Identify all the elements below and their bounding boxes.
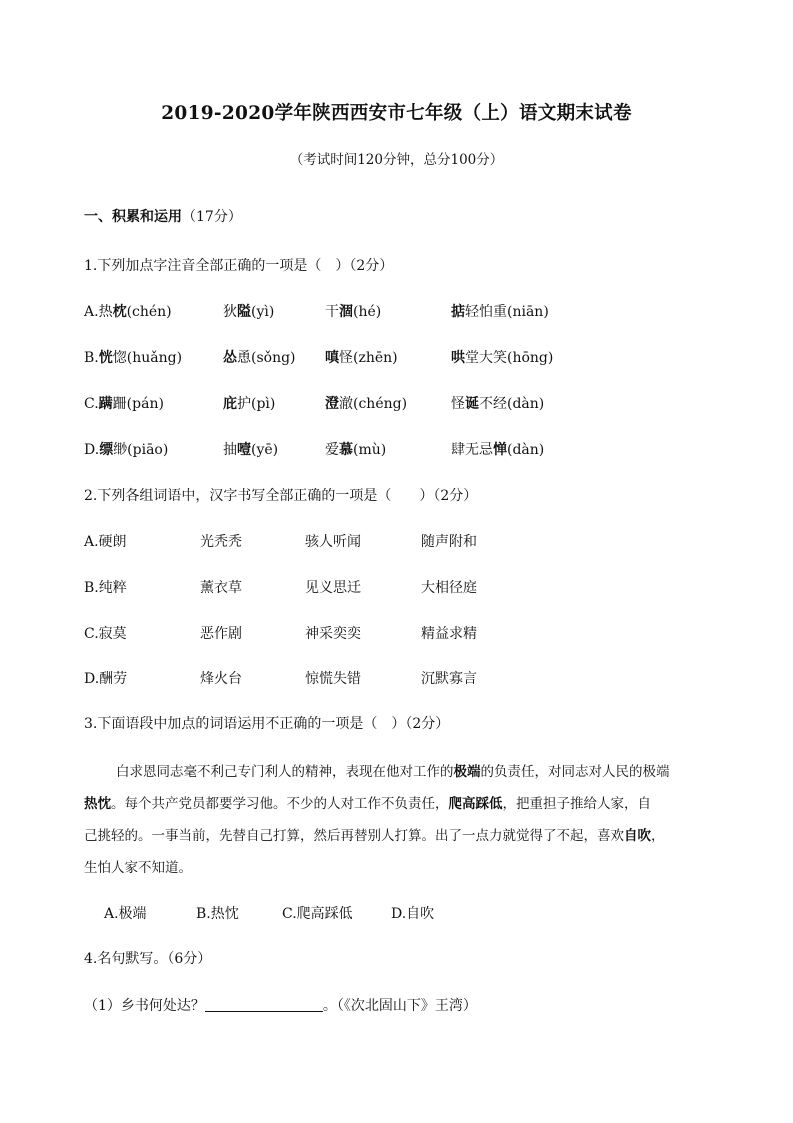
option-word <box>223 393 275 413</box>
word-text: 爱 <box>325 442 339 458</box>
dotted-char: 澄 <box>325 396 339 412</box>
dotted-char: 庇 <box>223 396 237 412</box>
dotted-phrase: 自吹 <box>624 828 651 844</box>
option-word <box>223 347 296 367</box>
option-word <box>84 393 164 413</box>
option-word: 惊慌失错 <box>305 671 361 687</box>
option-word <box>325 347 398 367</box>
option-label: A.硬朗 <box>84 534 127 550</box>
pinyin: 不经(dàn) <box>479 396 545 412</box>
item-1-source: 。（《次北固山下》王湾） <box>322 998 477 1014</box>
option-word <box>325 301 381 321</box>
dotted-char: 蹒 <box>98 396 113 412</box>
word-text: 怪 <box>451 396 465 412</box>
pinyin: 护(pì) <box>237 396 276 412</box>
pinyin: (chén) <box>126 304 172 320</box>
option-word: 神采奕奕 <box>305 626 361 642</box>
option-word: 恶作剧 <box>200 626 242 642</box>
option-word <box>325 393 407 413</box>
pinyin: 缈(piāo) <box>113 442 169 458</box>
pinyin: 惚(huǎng) <box>112 350 183 366</box>
option-label: B.纯粹 <box>84 580 127 596</box>
answer-option: D.自吹 <box>391 906 435 922</box>
dotted-phrase: 热忱 <box>84 796 111 812</box>
option-word <box>451 347 553 367</box>
dotted-char: 隘 <box>237 304 251 320</box>
dotted-char: 怂 <box>223 350 237 366</box>
passage-text: 。每个共产党员都要学习他。不少的人对工作不负责任， <box>111 796 449 812</box>
passage-line <box>84 856 192 876</box>
passage-line <box>116 760 670 780</box>
option-word: 精益求精 <box>421 626 477 642</box>
option-letter: A. <box>84 304 99 320</box>
dotted-char: 嗔 <box>325 350 339 366</box>
question-2-stem: 2.下列各组词语中，汉字书写全部正确的一项是（ ）（2分） <box>84 488 478 504</box>
word-text: 肆无忌 <box>451 442 493 458</box>
option-letter: C. <box>84 396 99 412</box>
option-word <box>84 439 168 459</box>
passage-line <box>84 824 665 844</box>
pinyin: 恿(sǒng) <box>237 350 296 366</box>
pinyin: (yì) <box>251 304 275 320</box>
dotted-phrase: 爬高踩低 <box>448 796 503 812</box>
passage-line <box>84 792 651 812</box>
question-4-item-1 <box>84 995 477 1015</box>
dotted-char: 涸 <box>339 304 353 320</box>
option-word: 随声附和 <box>421 534 477 550</box>
word-text: 抽 <box>223 442 237 458</box>
answer-option: A.极端 <box>104 906 147 922</box>
passage-text: ，把重担子推给人家，自 <box>502 796 651 812</box>
option-word: 沉默寡言 <box>421 671 477 687</box>
option-word: 烽火台 <box>200 671 242 687</box>
section-points: （17分） <box>182 209 242 225</box>
question-3-stem: 3.下面语段中加点的词语运用不正确的一项是（ ）（2分） <box>84 716 450 732</box>
dotted-char: 缥 <box>99 442 114 458</box>
dotted-phrase: 极端 <box>453 764 481 780</box>
option-label: C.寂莫 <box>84 626 127 642</box>
answer-blank[interactable] <box>205 997 323 1012</box>
option-letter: B. <box>84 350 99 366</box>
pinyin: 怪(zhēn) <box>339 350 398 366</box>
option-word: 见义思迁 <box>305 580 361 596</box>
question-1-stem: 1.下列加点字注音全部正确的一项是（ ）（2分） <box>84 258 394 274</box>
option-word: 骇人听闻 <box>305 534 361 550</box>
option-word <box>325 439 386 459</box>
section-title: 一、积累和运用 <box>84 209 182 225</box>
pinyin: (yē) <box>251 442 279 458</box>
option-word: 薰衣草 <box>200 580 242 596</box>
passage-text: 白求恩同志毫不利己专门利人的精神，表现在他对工作的 <box>116 764 454 780</box>
option-letter: D. <box>84 442 100 458</box>
dotted-char: 哄 <box>451 350 465 366</box>
option-word <box>223 301 274 321</box>
option-word: 大相径庭 <box>421 580 477 596</box>
answer-option: B.热忱 <box>196 906 239 922</box>
passage-text: 的负责任，对同志对人民的极端 <box>480 764 670 780</box>
dotted-char: 惮 <box>493 442 507 458</box>
answer-option: C.爬高踩低 <box>282 906 353 922</box>
dotted-char: 慕 <box>339 442 353 458</box>
pinyin: (hé) <box>353 304 382 320</box>
word-text: 狄 <box>223 304 237 320</box>
dotted-char: 枕 <box>112 304 127 320</box>
exam-info: （考试时间120分钟，总分100分） <box>289 152 504 168</box>
option-word <box>223 439 278 459</box>
pinyin: (mù) <box>353 442 387 458</box>
option-word <box>84 301 172 321</box>
page-title: 2019-2020学年陕西西安市七年级（上）语文期末试卷 <box>161 103 632 124</box>
word-text: 热 <box>98 304 113 320</box>
pinyin: 轻怕重(niān) <box>465 304 549 320</box>
dotted-char: 诞 <box>465 396 479 412</box>
option-word <box>84 347 182 367</box>
passage-text: 生怕人家不知道。 <box>84 860 192 876</box>
option-label: D.酬劳 <box>84 671 128 687</box>
passage-text: ， <box>651 828 665 844</box>
dotted-char: 掂 <box>451 304 465 320</box>
dotted-char: 噎 <box>237 442 251 458</box>
pinyin: 跚(pán) <box>112 396 164 412</box>
option-word <box>451 301 549 321</box>
option-word <box>451 393 544 413</box>
passage-text: 己挑轻的。一事当前，先替自己打算，然后再替别人打算。出了一点力就觉得了不起，喜欢 <box>84 828 624 844</box>
option-word <box>451 439 544 459</box>
pinyin: 堂大笑(hōng) <box>465 350 554 366</box>
word-text: 干 <box>325 304 339 320</box>
pinyin: (dàn) <box>507 442 545 458</box>
pinyin: 澈(chéng) <box>339 396 408 412</box>
item-1-prompt: （1）乡书何处达？ <box>84 998 205 1014</box>
option-word: 光秃秃 <box>200 534 242 550</box>
question-4-stem: 4.名句默写。（6分） <box>84 951 212 967</box>
dotted-char: 恍 <box>98 350 113 366</box>
section-heading <box>84 206 242 226</box>
